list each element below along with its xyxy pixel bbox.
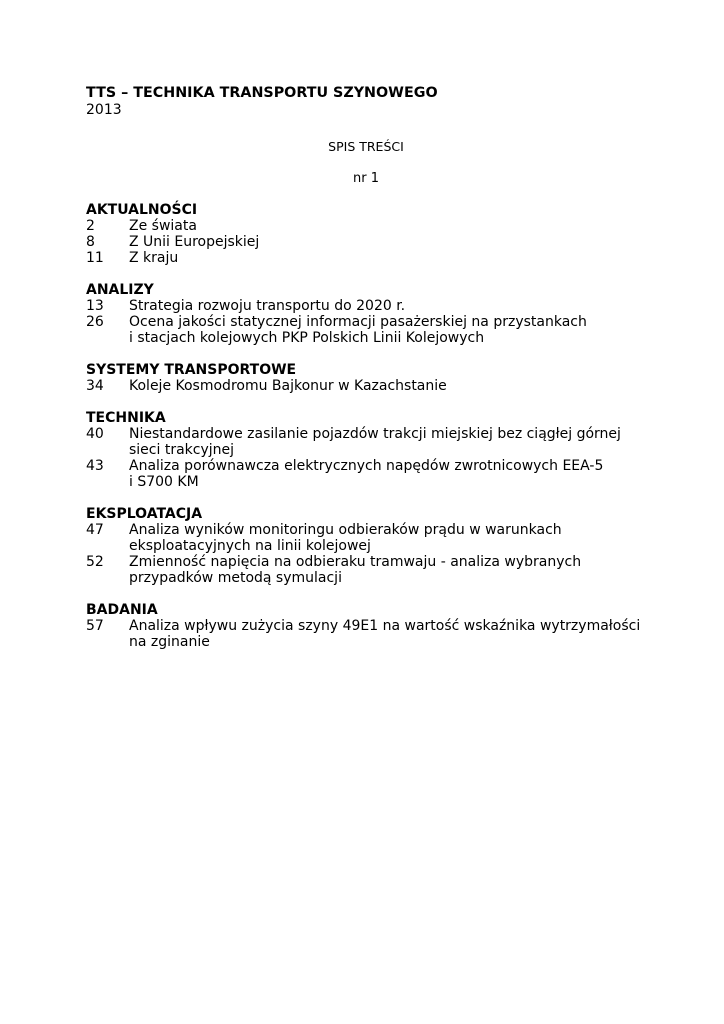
entry-page-number: 43 (86, 458, 104, 474)
entry-title: Analiza porównawcza elektrycznych napędów zwrotnicowych EEA-5 i S700 KM (129, 458, 604, 490)
issue-number: nr 1 (353, 171, 379, 186)
toc-entry (86, 554, 646, 586)
entry-title: Ze świata (129, 218, 197, 234)
entry-page-number: 11 (86, 250, 104, 266)
entry-title: Ocena jakości statycznej informacji pasażerskiej na przystankach i stacjach kolejowych PKP Polskich Linii Kolejowych (129, 314, 587, 346)
toc-entry (86, 522, 646, 554)
entry-page-number: 57 (86, 618, 104, 634)
section-title: SYSTEMY TRANSPORTOWE (86, 362, 297, 378)
document-year: 2013 (86, 102, 122, 118)
toc-entry (86, 218, 646, 234)
entry-page-number: 8 (86, 234, 95, 250)
section-title: ANALIZY (86, 282, 154, 298)
entry-page-number: 47 (86, 522, 104, 538)
entry-page-number: 13 (86, 298, 104, 314)
entry-page-number: 2 (86, 218, 95, 234)
toc-entry (86, 314, 646, 346)
entry-page-number: 26 (86, 314, 104, 330)
toc-entry (86, 250, 646, 266)
entry-page-number: 34 (86, 378, 104, 394)
toc-entry (86, 426, 646, 458)
toc-entry (86, 618, 646, 650)
entry-title: Z kraju (129, 250, 179, 266)
entry-title: Analiza wyników monitoringu odbieraków prądu w warunkach eksploatacyjnych na linii kolejowej (129, 522, 562, 554)
entry-page-number: 52 (86, 554, 104, 570)
entry-page-number: 40 (86, 426, 104, 442)
toc-entry (86, 234, 646, 250)
section-title: EKSPLOATACJA (86, 506, 203, 522)
section-title: BADANIA (86, 602, 158, 618)
toc-entry (86, 378, 646, 394)
toc-section (86, 506, 646, 586)
document-page (86, 84, 646, 666)
entry-title: Analiza wpływu zużycia szyny 49E1 na wartość wskaźnika wytrzymałości na zginanie (129, 618, 641, 650)
toc-entry (86, 458, 646, 490)
toc-section (86, 362, 646, 394)
toc-sections (86, 202, 646, 650)
entry-title: Strategia rozwoju transportu do 2020 r. (129, 298, 406, 314)
toc-section (86, 410, 646, 490)
entry-title: Niestandardowe zasilanie pojazdów trakcji miejskiej bez ciągłej górnej sieci trakcyjnej (129, 426, 621, 458)
entry-title: Zmienność napięcia na odbieraku tramwaju - analiza wybranych przypadków metodą symulacji (129, 554, 582, 586)
section-title: AKTUALNOŚCI (86, 202, 198, 218)
toc-section (86, 602, 646, 650)
section-title: TECHNIKA (86, 410, 166, 426)
toc-section (86, 202, 646, 266)
entry-title: Z Unii Europejskiej (129, 234, 260, 250)
toc-heading: SPIS TREŚCI (328, 139, 404, 154)
document-title: TTS – TECHNIKA TRANSPORTU SZYNOWEGO (86, 85, 438, 101)
toc-entry (86, 298, 646, 314)
entry-title: Koleje Kosmodromu Bajkonur w Kazachstanie (129, 378, 447, 394)
toc-section (86, 282, 646, 346)
